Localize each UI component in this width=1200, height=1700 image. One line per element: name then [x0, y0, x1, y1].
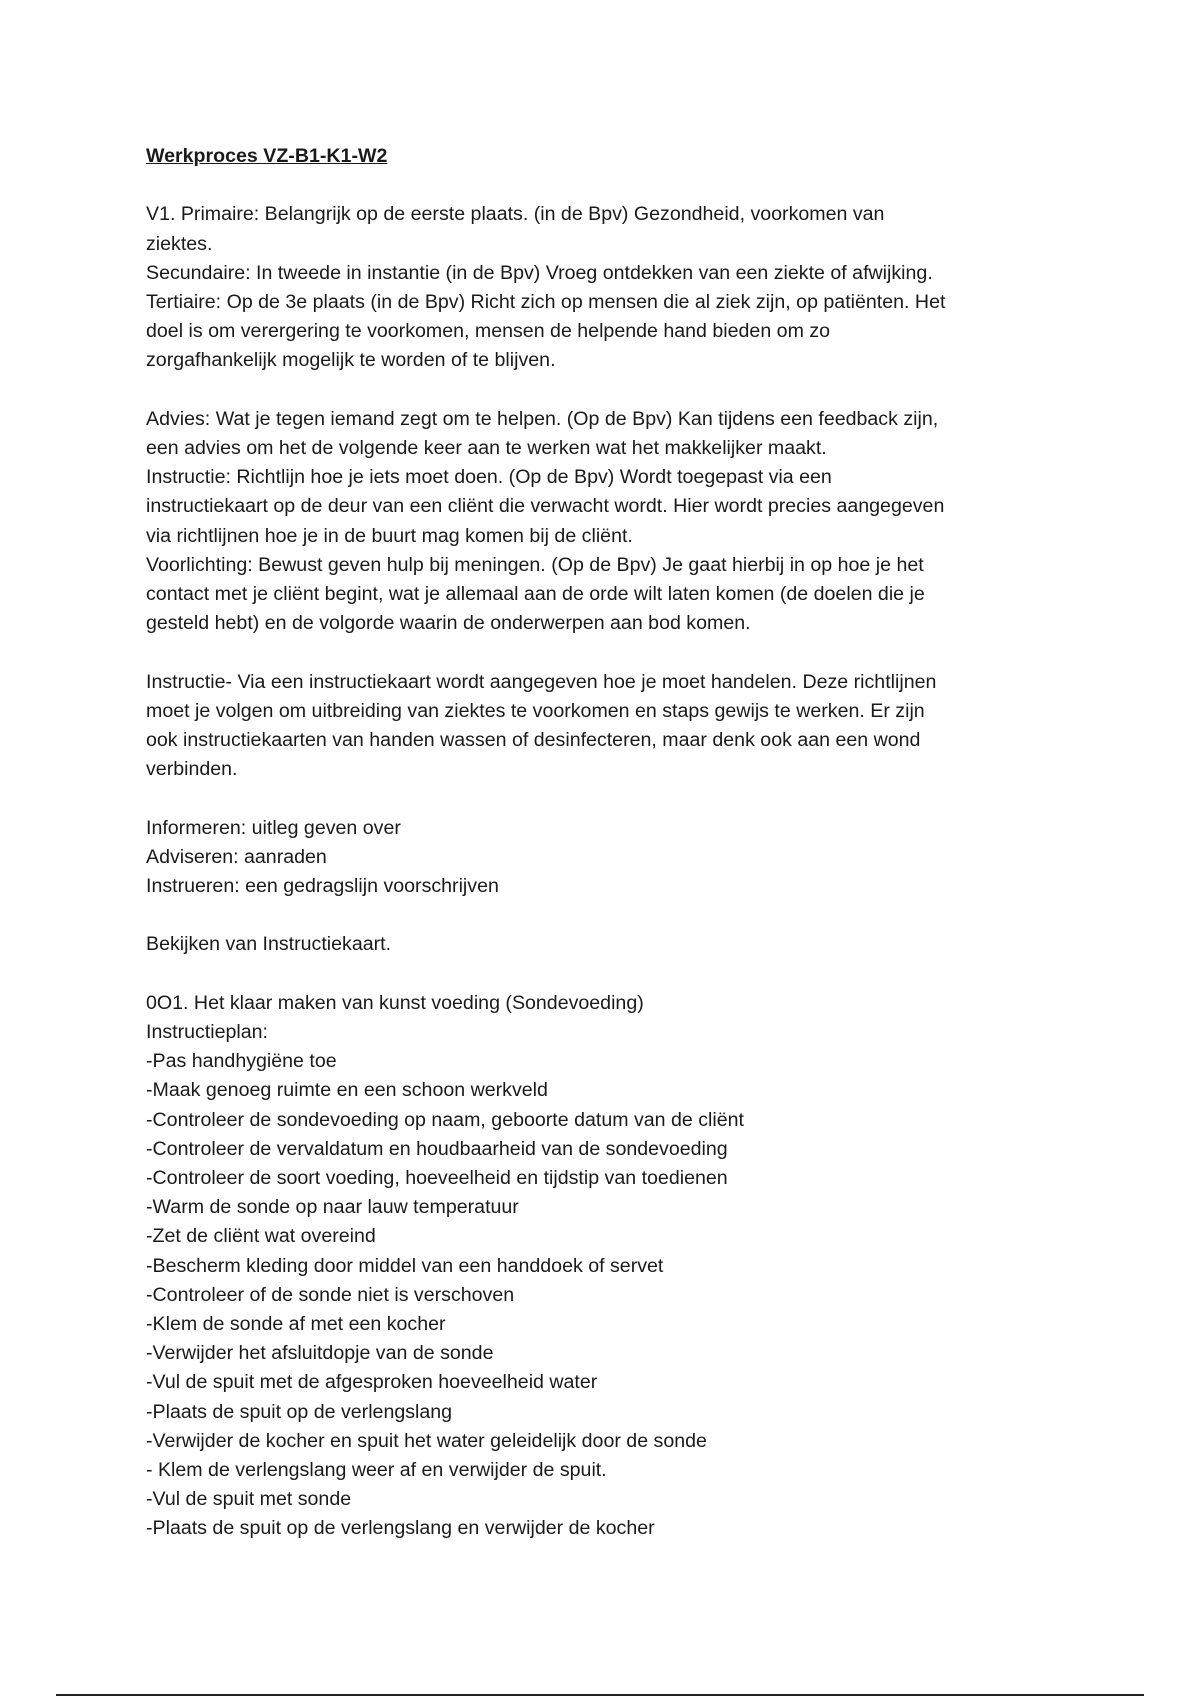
text-line: Adviseren: aanraden	[146, 845, 327, 868]
text-line: moet je volgen om uitbreiding van ziektes te voorkomen en staps gewijs te werken. Er zijn	[146, 699, 925, 722]
text-line: Tertiaire: Op de 3e plaats (in de Bpv) Richt zich op mensen die al ziek zijn, op patiënten. Het	[146, 291, 946, 313]
list-item: -Vul de spuit met sonde	[146, 1488, 352, 1511]
text-line: Secundaire: In tweede in instantie (in de Bpv) Vroeg ontdekken van een ziekte of afwijking.	[146, 261, 933, 284]
paragraph-definities	[146, 814, 1076, 902]
text-line: Advies: Wat je tegen iemand zegt om te helpen. (Op de Bpv) Kan tijdens een feedback zijn,	[146, 407, 939, 430]
document-title: Werkproces VZ-B1-K1-W2	[146, 145, 388, 167]
list-item: -Plaats de spuit op de verlengslang en verwijder de kocher	[146, 1517, 655, 1540]
text-line: instructiekaart op de deur van een cliënt die verwacht wordt. Hier wordt precies aangegeven	[146, 495, 945, 518]
list-item: -Controleer of de sonde niet is verschoven	[146, 1283, 515, 1306]
text-line: zorgafhankelijk mogelijk te worden of te blijven.	[146, 349, 556, 372]
text-line: doel is om verergering te voorkomen, mensen de helpende hand bieden om zo	[146, 320, 831, 343]
paragraph-bekijken	[146, 930, 1076, 959]
text-line: Instructie- Via een instructiekaart wordt aangegeven hoe je moet handelen. Deze richtlijnen	[146, 670, 937, 693]
list-item: -Controleer de vervaldatum en houdbaarheid van de sondevoeding	[146, 1137, 728, 1160]
list-item: -Controleer de soort voeding, hoeveelheid en tijdstip van toedienen	[146, 1167, 728, 1190]
text-line: contact met je cliënt begint, wat je allemaal aan de orde wilt laten komen (de doelen die je	[146, 583, 925, 606]
paragraph-instructieplan	[146, 989, 1076, 1544]
text-line: Instructie: Richtlijn hoe je iets moet doen. (Op de Bpv) Wordt toegepast via een	[146, 466, 832, 489]
text-line: via richtlijnen hoe je in de buurt mag komen bij de cliënt.	[146, 524, 633, 547]
list-item: -Warm de sonde op naar lauw temperatuur	[146, 1196, 519, 1219]
text-line: Voorlichting: Bewust geven hulp bij meningen. (Op de Bpv) Je gaat hierbij in op hoe je het	[146, 553, 924, 576]
text-line: Informeren: uitleg geven over	[146, 816, 401, 839]
paragraph-advies-instructie-voorlichting	[146, 405, 1076, 639]
list-item: -Klem de sonde af met een kocher	[146, 1313, 446, 1336]
list-item: -Controleer de sondevoeding op naam, geboorte datum van de cliënt	[146, 1108, 745, 1131]
text-line: ook instructiekaarten van handen wassen of desinfecteren, maar denk ook aan een wond	[146, 729, 921, 752]
text-line: gesteld hebt) en de volgorde waarin de onderwerpen aan bod komen.	[146, 612, 751, 635]
text-line: ziektes.	[146, 232, 213, 255]
list-item: -Verwijder het afsluitdopje van de sonde	[146, 1342, 494, 1365]
document-page	[146, 142, 1076, 1573]
text-line: 0O1. Het klaar maken van kunst voeding (Sondevoeding)	[146, 991, 644, 1014]
list-item: - Klem de verlengslang weer af en verwijder de spuit.	[146, 1459, 607, 1482]
list-item: -Pas handhygiëne toe	[146, 1050, 337, 1073]
paragraph-instructie	[146, 668, 1076, 785]
paragraph-preventie	[146, 200, 1076, 375]
text-line: Instructieplan:	[146, 1021, 268, 1043]
text-line: Bekijken van Instructiekaart.	[146, 933, 392, 956]
list-item: -Maak genoeg ruimte en een schoon werkveld	[146, 1079, 548, 1102]
text-line: V1. Primaire: Belangrijk op de eerste plaats. (in de Bpv) Gezondheid, voorkomen van	[146, 203, 885, 226]
list-item: -Verwijder de kocher en spuit het water geleidelijk door de sonde	[146, 1429, 707, 1452]
text-line: Instrueren: een gedragslijn voorschrijven	[146, 875, 499, 898]
text-line: verbinden.	[146, 758, 238, 781]
list-item: -Bescherm kleding door middel van een handdoek of servet	[146, 1254, 664, 1277]
list-item: -Plaats de spuit op de verlengslang	[146, 1400, 453, 1423]
list-item: -Vul de spuit met de afgesproken hoeveelheid water	[146, 1371, 598, 1394]
list-item: -Zet de cliënt wat overeind	[146, 1225, 376, 1248]
page-bottom-divider	[56, 1694, 1144, 1696]
text-line: een advies om het de volgende keer aan te werken wat het makkelijker maakt.	[146, 437, 827, 459]
